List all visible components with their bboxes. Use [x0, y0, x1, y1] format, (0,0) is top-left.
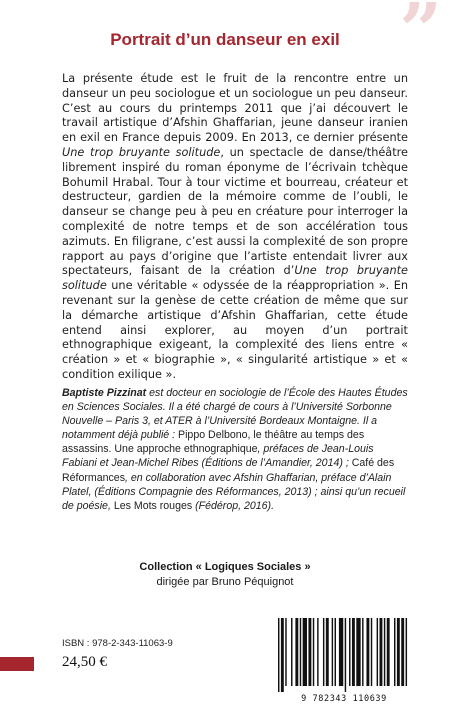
accent-bar — [0, 657, 34, 671]
barcode — [270, 614, 418, 704]
collection-director: dirigée par Bruno Péquignot — [156, 576, 294, 588]
abstract-part: une véritable « odyssée de la réappropriation ». En revenant sur la genèse de cette création de même que sur la démarche artistique d’Afshin Ghaffarian, cette étude entend ainsi explorer, au moyen d’un portrait ethnographique exigeant, la complexité des liens entre « création » et « biographie », « singularité artistique » et « condition exilique ». — [62, 279, 408, 381]
book-title: Une trop bruyante solitude — [62, 145, 221, 159]
bio-part: , préfaces de Jean-Louis Fabiani et Jean-Michel Ribes (Éditions de l’Amandier, 2014) ; — [62, 443, 374, 470]
isbn-label: ISBN : 978-2-343-11063-9 — [62, 638, 173, 649]
bio-part: , en collaboration avec Afshin Ghaffarian, préface d’Alain Platel, (Éditions Compagnie des Réformances, 2013) ; ainsi qu’un recueil de poésie, — [62, 471, 406, 512]
bio-book-title: Café des Réformances — [62, 457, 395, 484]
collection-name: Collection « Logiques Sociales » — [139, 561, 311, 573]
bio-book-title: Les Mots rouges — [113, 499, 193, 512]
author-name: Baptiste Pizzinat — [62, 387, 147, 399]
bio-part: (Fédérop, 2016). — [192, 499, 275, 512]
page-title: Portrait d’un danseur en exil — [110, 30, 340, 49]
book-title: Une trop bruyante solitude — [62, 264, 409, 293]
author-bio — [62, 386, 408, 513]
bio-part: est docteur en sociologie de l’École des Hautes Études en Sciences Sociales. Il a été chargé de cours à l’Université Sorbonne Nouvelle – Paris 3, et ATER à l’Université Bordeaux Montaigne. Il a notamment déjà publié : — [62, 387, 408, 442]
abstract-part: La présente étude est le fruit de la rencontre entre un danseur un peu sociologue et un sociologue un peu danseur. C’est au cours du printemps 2011 que j’ai découvert le travail artistique d’Afshin Ghaffarian, jeune danseur iranien en exil en France depuis 2009. En 2013, ce dernier présente — [62, 72, 408, 145]
barcode-bars-icon — [270, 614, 418, 694]
price-label: 24,50 € — [62, 654, 107, 670]
barcode-digits: 9 782343 110639 — [301, 694, 387, 704]
bio-book-title: Pippo Delbono, le théâtre au temps des assassins. Une approche ethnographique — [62, 429, 365, 456]
abstract-part: , un spectacle de danse/théâtre librement inspiré du roman éponyme de l’écrivain tchèque Bohumil Hrabal. Tour à tour victime et bourreau, créateur et destructeur, gardien de la mémoire comme de l’oubli, le danseur se change peu à peu en créature pour interroger la complexité de notre temps et de son accélération tous azimuts. En filigrane, c’est aussi la complexité de son propre rapport au pays d’origine que l’artiste entendait livrer aux spectateurs, faisant de la création d’ — [62, 145, 409, 278]
decorative-quote-icon: ” — [399, 0, 442, 74]
collection-block — [0, 560, 450, 590]
abstract-text — [62, 72, 408, 383]
